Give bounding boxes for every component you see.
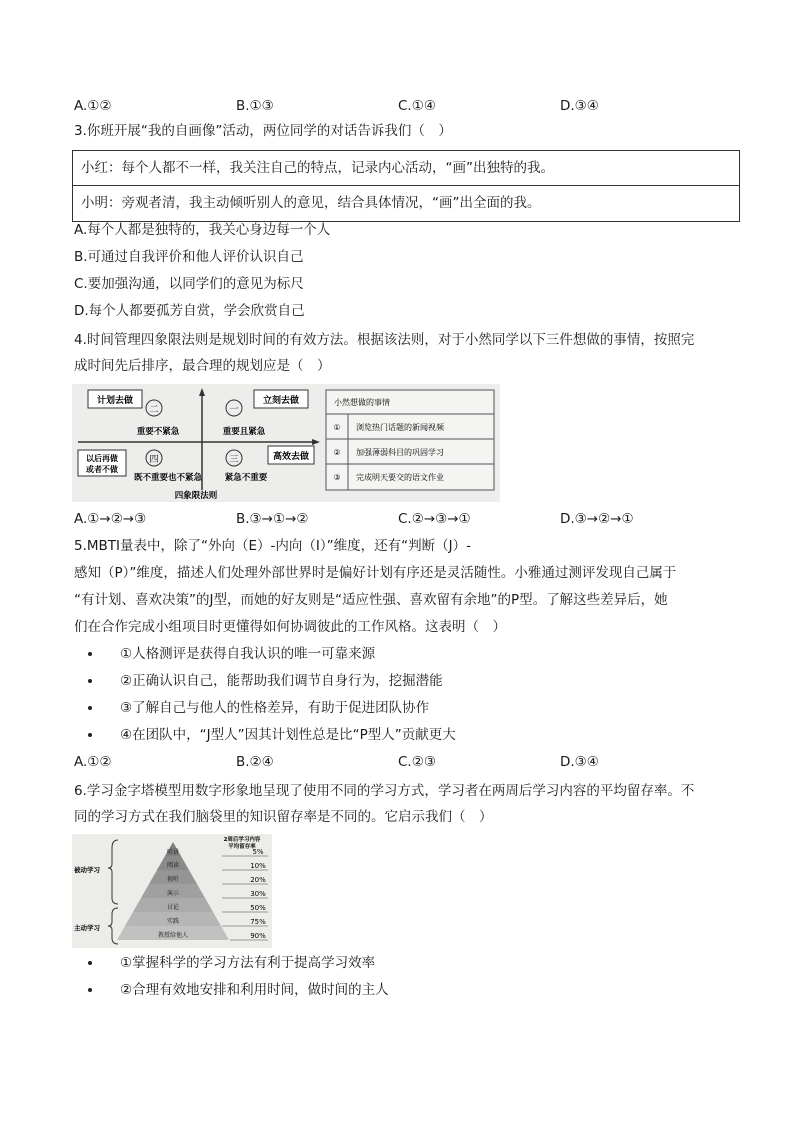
q3-option-a[interactable]: A.每个人都是独特的，我关心身边每一个人 <box>74 222 331 238</box>
q2-option-a[interactable]: A.①② <box>74 98 112 114</box>
q4-options <box>74 509 714 529</box>
svg-text:四: 四 <box>149 455 159 465</box>
tag-plan <box>88 390 142 408</box>
q3-stem: 3.你班开展“我的自画像”活动，两位同学的对话告诉我们（ ） <box>74 123 452 139</box>
q4-option-c[interactable]: C.②→③→① <box>398 511 471 527</box>
svg-text:高效去做: 高效去做 <box>272 452 310 462</box>
svg-text:一: 一 <box>229 405 239 415</box>
q4-option-a[interactable]: A.①→②→③ <box>74 511 147 527</box>
q3-dialog-box <box>72 150 740 222</box>
svg-text:50%: 50% <box>250 904 266 912</box>
bullet-dot <box>88 733 92 737</box>
table-row-1: 浏览热门话题的新闻视频 <box>356 423 444 432</box>
svg-text:计划去做: 计划去做 <box>96 396 134 406</box>
svg-text:5%: 5% <box>252 848 264 856</box>
exam-page: A.①② B.①③ C.①④ D.③④ 3.你班开展“我的自画像”活动，两位同学的对话告诉我们（ ） 小红：每个人都不一样，我关注自己的特点，记录内心活动，“画”出独特的我。 小明：旁观者清，我主动倾听别人的意见，结合具体情况，“画”出全面的我。 A.每个人都是独特的，我关心身边每一个人 B.可通过自我评价和他人评价认识自己 C.要加强沟通，以同学们的意见为标尺 D.每个人都要孤芳自赏，学会欣赏自己 4.时间管理四象限法则是规划时间的有效方法。根据该法则，对于小然同学以下三件想做的事情，按照完 成时间先后排序，最合理的规划应是（ ） 计划去做 立刻去做 以后再做 或者不做 高效去做 二 一 四 三 重要不紧急 重要且紧急 既不重要也不紧急 紧急不重要 四象限法则 小然想做的事情 ① 浏览热门话题的新闻视频 ② 加强薄弱科目的巩固学习 ③ 完成明天要交的语文作业 A.①→②→③ B.③→①→② C.②→③→① D.③→②→① 5.MBTI量表中，除了“外向（E）-内向（I）”维度，还有“判断（J）- 感知（P）”维度，描述人们处理外部世界时是偏好计划有序还是灵活随性。小雅通过测评发现自己属于 “有计划、喜欢决策”的J型，而她的好友则是“适应性强、喜欢留有余地”的P型。了解这些差异后，她 们在合作完成小组项目时更懂得如何协调彼此的工作风格。这表明（ ） ①人格测评是获得自我认识的唯一可靠来源 ②正确认识自己，能帮助我们调节自身行为，挖掘潜能 ③了解自己与他人的性格差异，有助于促进团队协作 ④在团队中，“J型人”因其计划性总是比“P型人”贡献更大 A.①② B.②④ C.②③ D.③④ 6.学习金字塔模型用数字形象地呈现了使用不同的学习方式，学习者在两周后学习内容的平均留存率。不 同的学习方式在我们脑袋里的知识留存率是不同的。它启示我们（ ） 听讲 阅读 视听 演示 讨论 实践 教授给他人 2周后学习内容 平均留存率 5% 10% 20% 30% 50% 75% 90% 被动学习 主动学习 ①掌握科学的学习方法有利于提高学习效率 ②合理有效地安排和利用时间，做时间的主人 <box>0 0 794 1123</box>
q5-option-c[interactable]: C.②③ <box>398 754 436 770</box>
svg-text:10%: 10% <box>250 862 266 870</box>
xiaoran-todo-table <box>326 390 494 490</box>
level-label-1: 听讲 <box>166 849 180 856</box>
q5-stem-line-4: 们在合作完成小组项目时更懂得如何协调彼此的工作风格。这表明（ ） <box>74 619 506 635</box>
quadrant-label-urgent-not-important: 紧急不重要 <box>224 473 268 483</box>
q4-option-b[interactable]: B.③→①→② <box>236 511 309 527</box>
q4-option-d[interactable]: D.③→②→① <box>560 511 634 527</box>
svg-text:2周后学习内容: 2周后学习内容 <box>223 837 261 843</box>
svg-text:二: 二 <box>149 405 159 415</box>
q5-options <box>74 752 714 772</box>
q2-options <box>74 96 714 116</box>
table-title: 小然想做的事情 <box>334 398 390 407</box>
svg-text:90%: 90% <box>250 932 266 940</box>
svg-text:以后再做: 以后再做 <box>86 454 118 463</box>
q5-stem-line-1: 5.MBTI量表中，除了“外向（E）-内向（I）”维度，还有“判断（J）- <box>74 538 471 554</box>
q5-option-b[interactable]: B.②④ <box>236 754 274 770</box>
level-label-4: 演示 <box>166 890 180 897</box>
bullet-dot <box>88 652 92 656</box>
q3-dialog-divider <box>73 185 739 186</box>
q3-option-b[interactable]: B.可通过自我评价和他人评价认识自己 <box>74 249 304 265</box>
svg-text:三: 三 <box>229 455 239 465</box>
tag-efficient <box>268 446 314 464</box>
q2-option-b[interactable]: B.①③ <box>236 98 274 114</box>
quadrant-label-important-urgent: 重要且紧急 <box>222 427 266 437</box>
level-label-6: 实践 <box>166 918 180 925</box>
learning-pyramid-figure <box>72 834 272 948</box>
quadrant-label-neither: 既不重要也不紧急 <box>133 473 203 483</box>
level-label-2: 阅读 <box>166 862 180 869</box>
table-row-3: 完成明天要交的语文作业 <box>356 473 444 482</box>
q3-option-c[interactable]: C.要加强沟通，以同学们的意见为标尺 <box>74 276 304 292</box>
q5-option-d[interactable]: D.③④ <box>560 754 599 770</box>
svg-text:平均留存率: 平均留存率 <box>228 844 256 850</box>
svg-text:立刻去做: 立刻去做 <box>262 396 300 406</box>
tag-now <box>254 390 308 408</box>
tag-later <box>78 450 126 476</box>
q4-stem-line-2: 成时间先后排序，最合理的规划应是（ ） <box>74 358 331 374</box>
learning-pyramid-svg <box>72 834 272 948</box>
svg-text:③: ③ <box>333 473 341 482</box>
q3-option-d[interactable]: D.每个人都要孤芳自赏，学会欣赏自己 <box>74 303 305 319</box>
table-row-2: 加强薄弱科目的巩固学习 <box>356 448 444 457</box>
svg-text:30%: 30% <box>250 890 266 898</box>
svg-text:①: ① <box>333 423 341 432</box>
q2-option-d[interactable]: D.③④ <box>560 98 599 114</box>
q5-stem-line-3: “有计划、喜欢决策”的J型，而她的好友则是“适应性强、喜欢留有余地”的P型。了解这些差异后，她 <box>74 592 668 608</box>
q2-option-c[interactable]: C.①④ <box>398 98 436 114</box>
svg-text:②: ② <box>333 448 341 457</box>
svg-text:20%: 20% <box>250 876 266 884</box>
bullet-dot <box>88 961 92 965</box>
q4-stem-line-1: 4.时间管理四象限法则是规划时间的有效方法。根据该法则，对于小然同学以下三件想做的事情，按照完 <box>74 332 695 348</box>
four-quadrant-caption: 四象限法则 <box>174 491 218 501</box>
q6-stem-line-2: 同的学习方式在我们脑袋里的知识留存率是不同的。它启示我们（ ） <box>74 809 493 825</box>
group-passive-learning: 被动学习 <box>74 866 100 874</box>
four-quadrant-figure <box>72 384 500 502</box>
q3-dialog-xiaoming: 小明：旁观者清，我主动倾听别人的意见，结合具体情况，“画”出全面的我。 <box>81 195 541 211</box>
four-quadrant-svg <box>72 384 500 502</box>
q3-dialog-xiaohong: 小红：每个人都不一样，我关注自己的特点，记录内心活动，“画”出独特的我。 <box>81 160 554 176</box>
svg-text:或者不做: 或者不做 <box>86 465 118 474</box>
q5-option-a[interactable]: A.①② <box>74 754 112 770</box>
q5-stem-line-2: 感知（P）”维度，描述人们处理外部世界时是偏好计划有序还是灵活随性。小雅通过测评发现自己属于 <box>74 565 677 581</box>
level-label-3: 视听 <box>166 876 180 883</box>
bullet-dot <box>88 706 92 710</box>
bullet-dot <box>88 679 92 683</box>
level-label-7: 教授给他人 <box>157 932 189 939</box>
bullet-dot <box>88 988 92 992</box>
quadrant-label-important-not-urgent: 重要不紧急 <box>136 427 180 437</box>
group-active-learning: 主动学习 <box>74 924 100 932</box>
level-label-5: 讨论 <box>166 904 180 911</box>
svg-text:75%: 75% <box>250 918 266 926</box>
q6-stem-line-1: 6.学习金字塔模型用数字形象地呈现了使用不同的学习方式，学习者在两周后学习内容的平均留存率。不 <box>74 783 695 799</box>
